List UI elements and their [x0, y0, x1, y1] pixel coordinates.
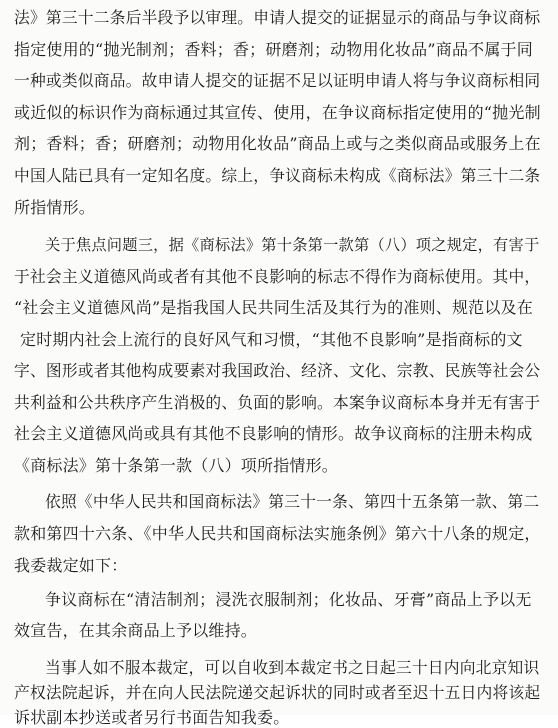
text-line: 争议商标在“清洁制剂；浸洗衣服制剂；化妆品、牙膏”商品上予以无 — [45, 590, 532, 609]
text-line: 依照《中华人民共和国商标法》第三十一条、第四十五条第一款、第二 — [45, 492, 540, 511]
text-line: 一种或类似商品。故申请人提交的证据不足以证明申请人将与争议商标相同 — [14, 71, 541, 90]
text-line: 字、图形或者其他构成要素对我国政治、经济、文化、宗教、民族等社会公 — [14, 361, 541, 380]
text-line: 款和第四十六条、《中华人民共和国商标法实施条例》第六十八条的规定， — [14, 524, 541, 543]
text-line: 诉状副本抄送或者另行书面告知我委。 — [14, 708, 290, 727]
text-line: 我委裁定如下： — [14, 556, 128, 575]
text-line: 效宣告，在其余商品上予以维持。 — [14, 621, 258, 640]
text-line: 社会主义道德风尚或具有其他不良影响的情形。故争议商标的注册未构成 — [14, 424, 533, 443]
text-line: 定时期内社会上流行的良好风气和习惯，“其他不良影响”是指商标的文 — [20, 330, 523, 349]
text-line: 关于焦点问题三，据《商标法》第十条第一款第（八）项之规定，有害于 — [45, 236, 540, 254]
text-line: 产权法院起诉，并在向人民法院递交起诉状的同时或者至迟十五日内将该起 — [14, 683, 541, 702]
text-line: 当事人如不服本裁定，可以自收到本裁定书之日起三十日内向北京知识 — [45, 658, 540, 677]
text-line: 或近似的标识作为商标通过其宣传、使用，在争议商标指定使用的“抛光制 — [14, 103, 541, 122]
text-line: 于社会主义道德风尚或者有其他不良影响的标志不得作为商标使用。其中， — [14, 267, 541, 286]
text-line: 法》第三十二条后半段予以审理。申请人提交的证据显示的商品与争议商标 — [14, 8, 541, 27]
text-line: “社会主义道德风尚”是指我国人民共同生活及其行为的准则、规范以及在 — [14, 298, 533, 317]
text-line: 中国人陆已具有一定知名度。综上，争议商标未构成《商标法》第三十二条 — [14, 166, 541, 185]
text-line: 所指情形。 — [14, 198, 96, 217]
text-line: 共利益和公共秩序产生消极的、负面的影响。本案争议商标本身并无有害于 — [14, 393, 541, 412]
text-line: 《商标法》第十条第一款（八）项所指情形。 — [14, 456, 339, 475]
text-line: 指定使用的“抛光制剂；香料；香；研磨剂；动物用化妆品”商品不属于同 — [14, 40, 533, 59]
text-line: 剂；香料；香；研磨剂；动物用化妆品”商品上或与之类似商品或服务上在 — [14, 134, 541, 153]
